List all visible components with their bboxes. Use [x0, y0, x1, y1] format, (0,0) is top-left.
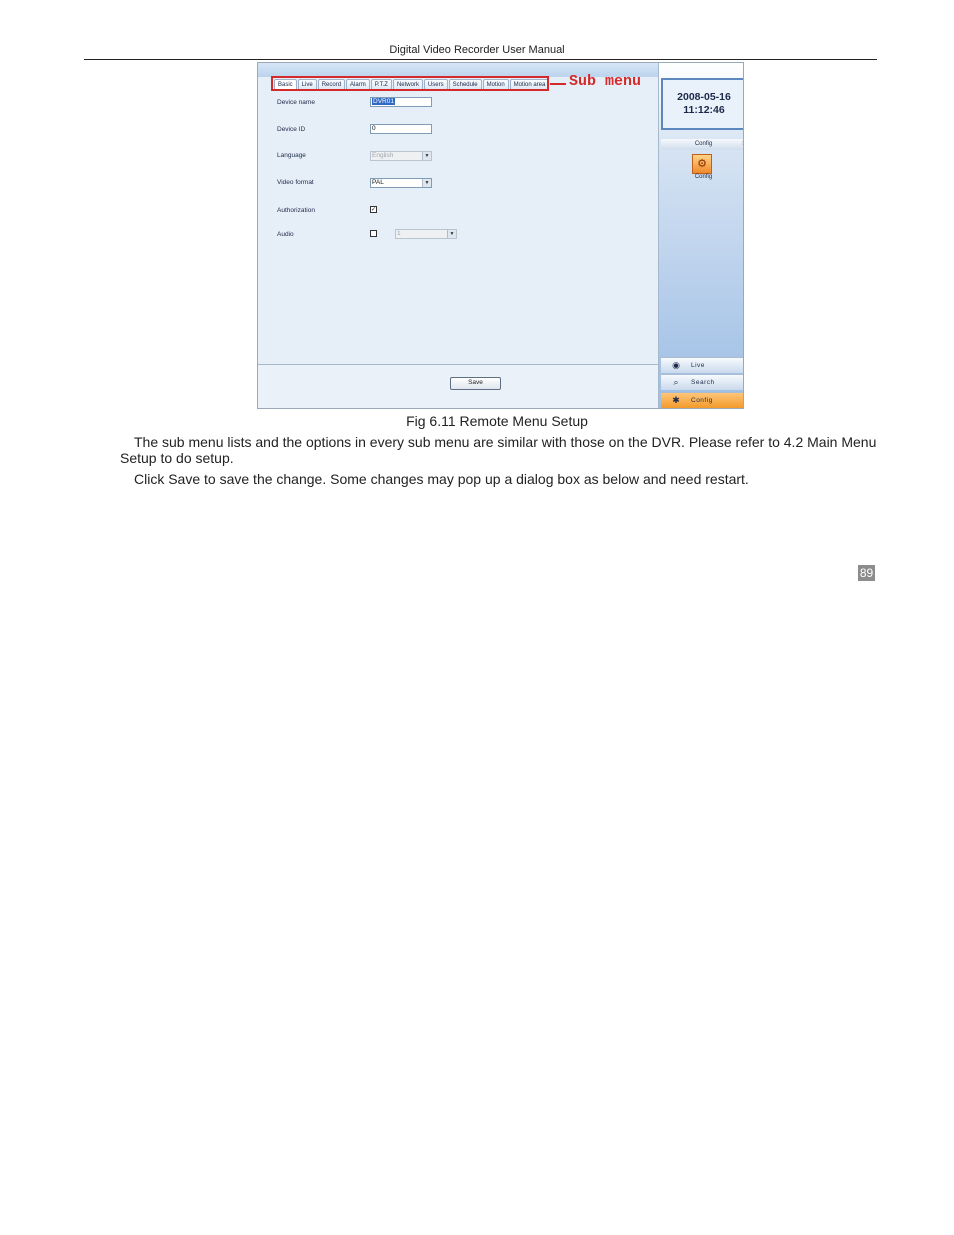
tab-alarm[interactable]: Alarm	[346, 79, 370, 91]
authorization-checkbox[interactable]: ✓	[371, 207, 377, 213]
chevron-down-icon: ▼	[422, 152, 431, 160]
tab-record[interactable]: Record	[318, 79, 345, 91]
header-rule	[84, 59, 877, 60]
right-sidebar	[658, 63, 744, 409]
submenu-highlight-box	[271, 76, 549, 91]
page-number: 89	[859, 566, 874, 580]
tab-basic[interactable]: Basic	[274, 79, 297, 91]
device-id-label: Device ID	[277, 126, 306, 133]
figure-caption: Fig 6.11 Remote Menu Setup	[406, 413, 588, 429]
audio-channel-value: 1	[397, 230, 401, 237]
eye-icon: ◉	[672, 360, 680, 370]
tab-motion[interactable]: Motion	[483, 79, 509, 91]
bottom-action-panel	[258, 365, 658, 409]
basic-settings-panel	[260, 91, 656, 363]
nav-search-button[interactable]	[661, 374, 744, 390]
config-header-label: Config	[694, 141, 713, 147]
audio-label: Audio	[277, 231, 294, 238]
config-icon-label: Config	[694, 174, 713, 180]
nav-live-label: Live	[691, 362, 705, 369]
nav-config-button[interactable]	[661, 392, 744, 408]
tools-icon: ✱	[672, 395, 680, 405]
device-id-input[interactable]: 0	[370, 124, 432, 134]
body-paragraph-1-line-1: The sub menu lists and the options in every sub menu are similar with those on the DVR. Please refer to 4.2 Main Menu	[134, 434, 877, 450]
time-text: 11:12:46	[683, 104, 725, 116]
date-text: 2008-05-16	[677, 91, 731, 103]
authorization-label: Authorization	[277, 207, 315, 214]
video-format-label: Video format	[277, 179, 314, 186]
remote-menu-screenshot	[257, 62, 744, 409]
language-select[interactable]	[370, 151, 432, 161]
tab-network[interactable]: Network	[393, 79, 423, 91]
search-icon: ⌕	[673, 377, 679, 387]
body-paragraph-1-line-2: Setup to do setup.	[120, 450, 234, 466]
chevron-down-icon: ▼	[422, 179, 431, 187]
tab-motion-area[interactable]: Motion area	[510, 79, 550, 91]
tab-ptz[interactable]: P.T.Z	[371, 79, 392, 91]
config-gear-icon[interactable]: ⚙	[692, 154, 712, 174]
manual-header-title: Digital Video Recorder User Manual	[389, 44, 565, 56]
chevron-down-icon: ▼	[447, 230, 456, 238]
submenu-annotation-line	[550, 83, 566, 85]
device-name-label: Device name	[277, 99, 315, 106]
video-format-value: PAL	[372, 179, 384, 186]
language-value: English	[372, 152, 394, 159]
tab-users[interactable]: Users	[424, 79, 448, 91]
save-button[interactable]: Save	[450, 377, 501, 390]
device-name-input[interactable]	[370, 97, 432, 107]
config-section-header	[661, 139, 744, 150]
tab-live[interactable]: Live	[298, 79, 317, 91]
nav-config-label: Config	[691, 397, 713, 404]
nav-live-button[interactable]	[661, 357, 744, 373]
audio-checkbox[interactable]	[370, 230, 377, 237]
body-paragraph-2: Click Save to save the change. Some changes may pop up a dialog box as below and need restart.	[134, 471, 749, 487]
more-dots-icon: ⁝	[742, 141, 744, 147]
device-name-value: DVR01	[373, 98, 394, 105]
video-format-select[interactable]	[370, 178, 432, 188]
nav-search-label: Search	[691, 379, 715, 386]
datetime-display	[661, 78, 744, 130]
audio-channel-select[interactable]	[395, 229, 457, 239]
tab-schedule[interactable]: Schedule	[449, 79, 482, 91]
language-label: Language	[277, 152, 306, 159]
submenu-annotation-label: Sub menu	[569, 73, 642, 90]
